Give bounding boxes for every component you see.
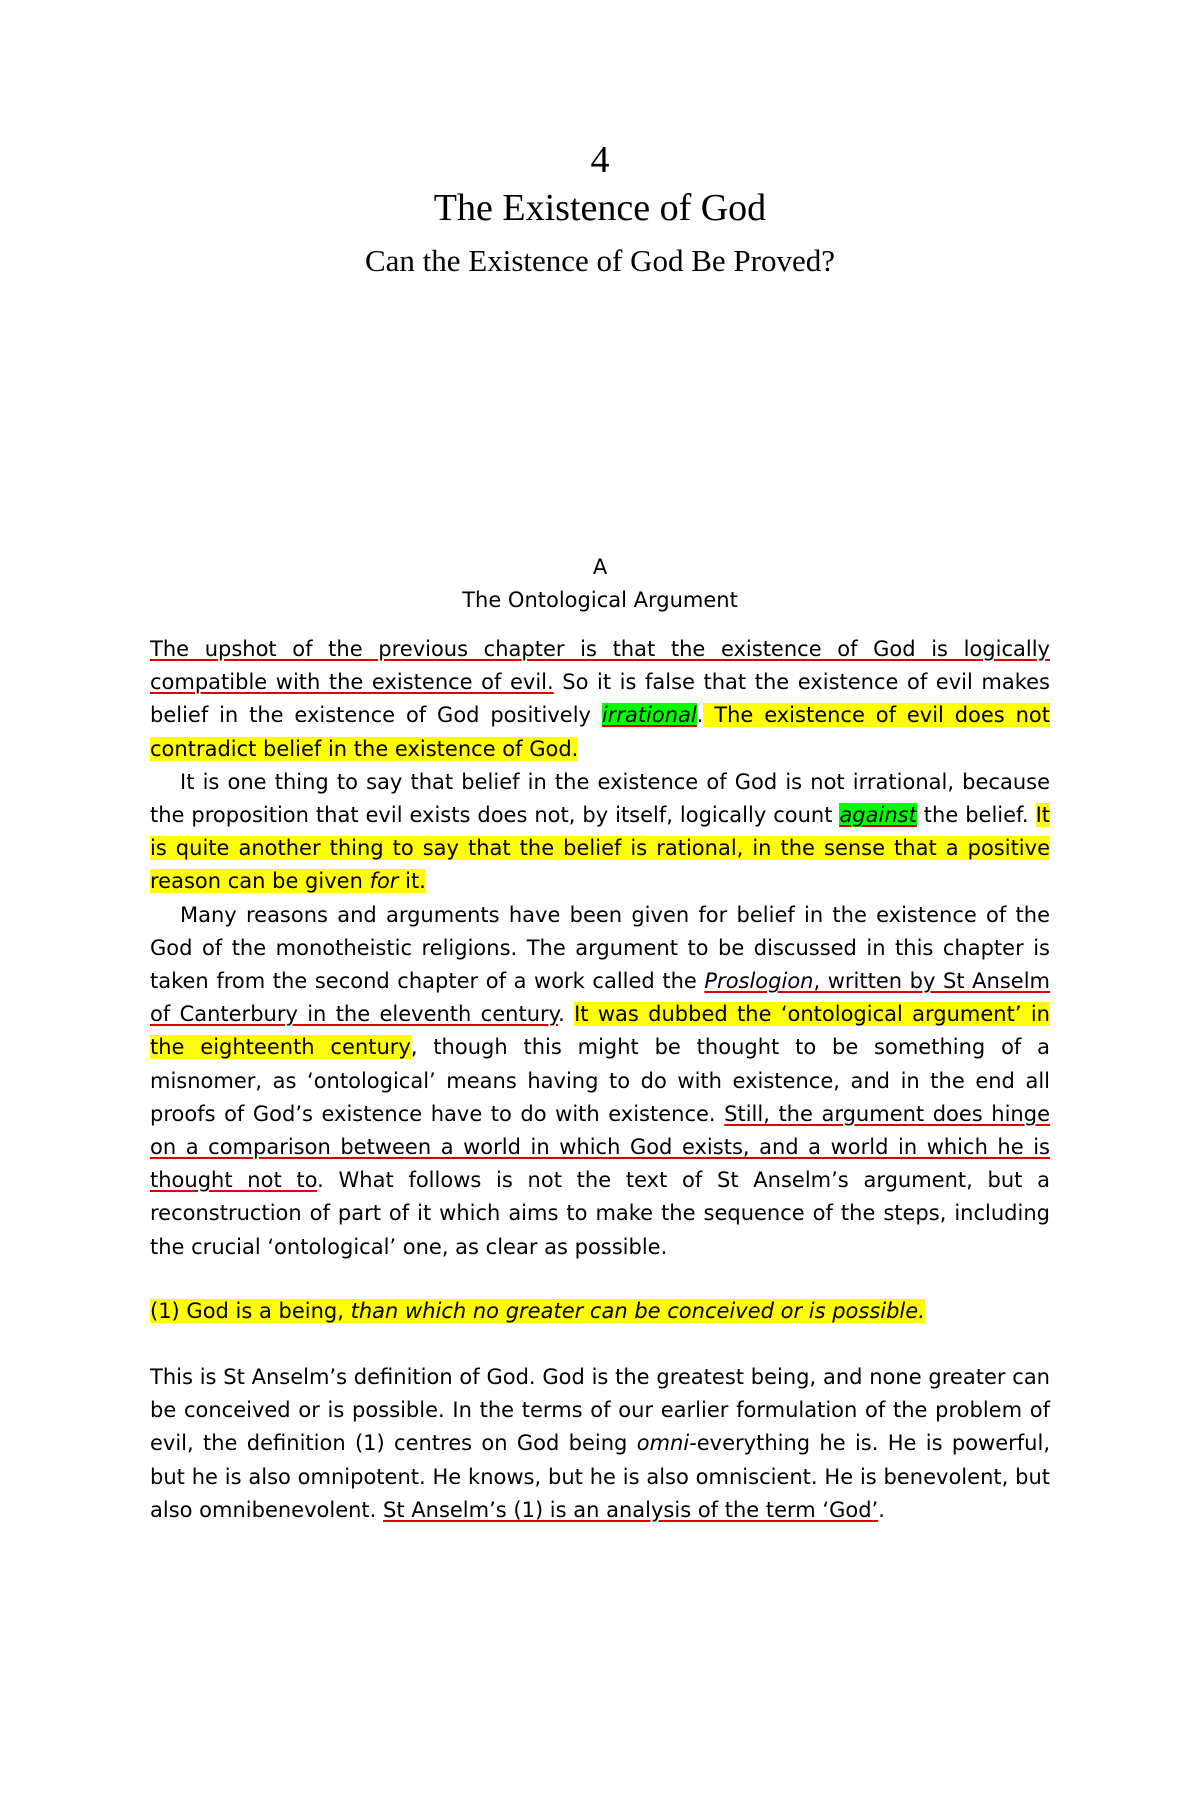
text-run: . [696,703,704,728]
chapter-subtitle: Can the Existence of God Be Proved? [364,243,836,278]
text-run: It is quite another thing to say that the belief is rational, in the sense that a positive reason can be given [150,803,1050,894]
text-run: This is St Anselm’s definition of God. God is the greatest being, and none greater can be conceived or is possible. In the terms of our earlier formulation of the problem of evil, the definition (1) centres on God being [150,1365,1050,1456]
definition-1 [150,1295,1050,1328]
underlined-text: Still, the argument does hinge on a comparison between a world in which God exists, and a world in which he is thought not to [150,1101,1050,1193]
paragraph-4 [150,1361,1050,1527]
highlighted-text: The existence of evil does not contradict belief in the existence of God. [150,703,1050,761]
emphasis: than which no greater can be conceived or is possible. [350,1298,925,1323]
paragraph-1 [150,633,1050,766]
book-title: Proslogion [704,969,814,994]
text-run: Many reasons and arguments have been given for belief in the existence of the God of the monotheistic religions. The argument to be discussed in this chapter is taken from the second chapter of a work called the [150,902,1050,994]
text-run: . [558,1002,575,1027]
emphasis: omni- [636,1431,697,1456]
text-run: the belief. [916,803,1036,828]
section-letter: A [592,555,608,579]
paragraph-3 [150,899,1050,1264]
emphasis: for [369,869,399,894]
text-run: (1) God is a being, [150,1298,351,1323]
chapter-title: The Existence of God [433,187,767,229]
highlighted-term: irrational [601,703,697,728]
highlighted-term: against [839,803,917,828]
underlined-text: St Anselm’s (1) is an analysis of the term ‘God’ [383,1497,879,1522]
text-run: So it is false that the existence of evil makes belief in the existence of God positively [150,670,1050,728]
text-run: It is one thing to say that belief in the existence of God is not irrational, because the proposition that evil exists does not, by itself, logically count [150,769,1050,828]
highlighted-text: It was dubbed the ‘ontological argument’ in the eighteenth century [150,1002,1050,1060]
section-title: The Ontological Argument [462,588,738,612]
text-run: everything he is. He is powerful, but he is also omnipotent. He knows, but he is also omniscient. He is benevolent, but also omnibenevolent. [150,1431,1050,1522]
underlined-text: The upshot of the previous chapter is that the existence of God is logically compatible with the existence of evil. [150,637,1050,695]
paragraph-2 [150,766,1050,899]
text-run: , though this might be thought to be something of a misnomer, as ‘ontological’ means having to do with existence, and in the end all proofs of God’s existence have to do with existence. [150,1035,1050,1126]
highlighted-definition [150,1299,925,1323]
body-text [150,633,1050,1527]
text-run: . What follows is not the text of St Anselm’s argument, but a reconstruction of part of it which aims to make the sequence of the steps, including the crucial ‘ontological’ one, as clear as possible. [150,1168,1051,1259]
text-run: . [878,1497,885,1522]
text-run: it. [398,869,426,894]
underlined-text: , written by St Anselm of Canterbury in the eleventh century [150,969,1050,1027]
chapter-number: 4 [590,139,610,181]
